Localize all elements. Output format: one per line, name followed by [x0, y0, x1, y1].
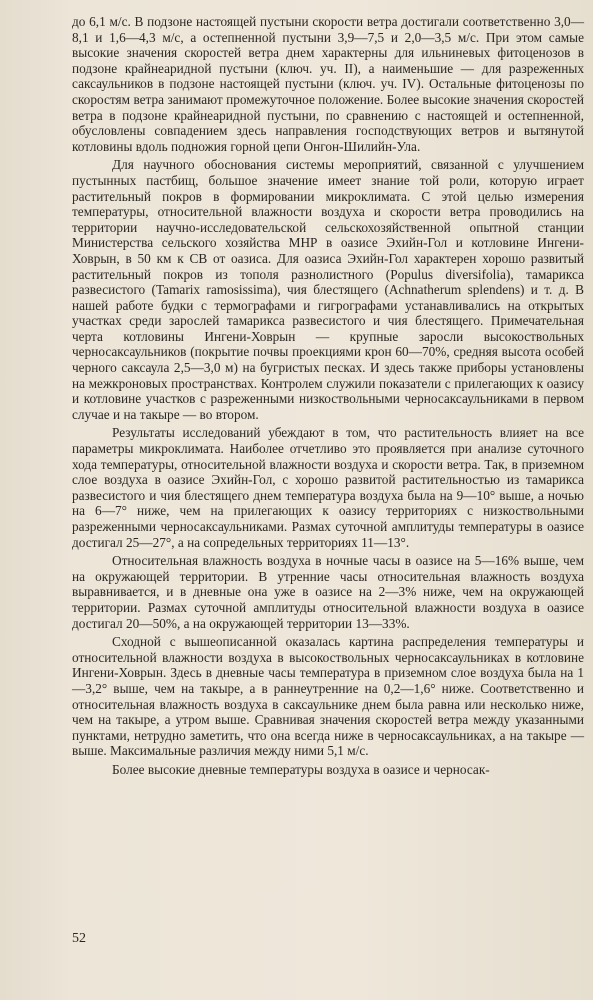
- paragraph-results: Результаты исследований убеждают в том, что растительность влияет на все параметры микроклимата. Наиболее отчетливо это проявляется при анализе суточного хода температуры, относительной влажности воздуха и скорости ветра. Так, в приземном слое воздуха в оазисе Эхийн-Гол, с хорошо развитой растительностью из тамарикса развесистого и чия блестящего днем температура воздуха была на 9—10° выше, а ночью на 6—7° ниже, чем на прилегающих к оазису территориях с низкоствольными разреженными черносаксаульниками. Размах суточной амплитуды температуры в оазисе достигал 25—27°, а на сопредельных территориях 11—13°.: [72, 425, 584, 550]
- page-number: 52: [72, 931, 86, 946]
- paragraph-methodology: Для научного обоснования системы мероприятий, связанной с улучшением пустынных пастбищ, большое значение имеет знание той роли, которую играет растительный покров в формировании микроклимата. С этой целью измерения температуры, относительной влажности воздуха и скорости ветра проводились на территории научно-исследовательской сельскохозяйственной опытной станции Министерства сельского хозяйства МНР в оазисе Эхийн-Гол и котловине Ингени-Ховрын, в 50 км к СВ от оазиса. Для оазиса Эхийн-Гол характерен хорошо развитый растительный покров из тополя разнолистного (Populus diversifolia), тамарикса развесистого (Tamarix ramosissima), чия блестящего (Achnatherum splendens) и т. д. В нашей работе будки с термографами и гигрографами устанавливались на открытых участках среди зарослей тамарикса развесистого и чия блестящего. Примечательная черта котловины Ингени-Ховрын — крупные заросли высокоствольных черносаксаульников (покрытие почвы проекциями крон 60—70%, средняя высота особей черного саксаула 2,5—3,0 м) на бугристых песках. И здесь также приборы установлены на межкроновых пространствах. Контролем служили показатели с прилегающих к оазису и котловине участков с разреженными низкоствольными черносаксаульниками в первом случае и на такыре — во втором.: [72, 157, 584, 422]
- paragraph-final: Более высокие дневные температуры воздуха в оазисе и черносак-: [112, 761, 490, 777]
- paragraph-continuation: до 6,1 м/с. В подзоне настоящей пустыни скорости ветра достигали соответственно 3,0—8,1 и 1,6—4,3 м/с, а остепненной пустыни 3,9—7,5 и 2,0—3,5 м/с. При этом самые высокие значения скоростей ветра днем характерны для ильниневых фитоценозов в подзоне крайнеаридной пустыни (ключ. уч. II), а наименьшие — для разреженных саксаульников в подзоне настоящей пустыни (ключ. уч. IV). Остальные фитоценозы по скоростям ветра занимают промежуточное положение. Более высокие значения скоростей ветра в подзоне крайнеаридной пустыни, по сравнению с настоящей и остепненной, обусловлены совпадением здесь направления господствующих ветров и вытянутой котловины вдоль подножия горной цепи Онгон-Шилийн-Ула.: [72, 14, 584, 154]
- paragraph-humidity: Относительная влажность воздуха в ночные часы в оазисе на 5—16% выше, чем на окружающей территории. В утренние часы относительная влажность воздуха выравнивается, и в дневные она уже в оазисе на 2—3% ниже, чем на окружающей территории. Размах суточной амплитуды относительной влажности воздуха в оазисе достигал 20—50%, а на окружающей территории 13—33%.: [72, 553, 584, 631]
- body-text: [72, 14, 584, 778]
- paragraph-saxaul: Сходной с вышеописанной оказалась картина распределения температуры и относительной влажности воздуха в высокоствольных черносаксаульниках в котловине Ингени-Ховрын. Здесь в дневные часы температура в приземном слое воздуха была на 1—3,2° выше, чем на такыре, а в раннеутренние на 0,2—1,6° ниже. Соответственно и относительная влажность воздуха в саксаульнике днем была равна или несколько ниже, чем на такыре, а утром выше. Сравнивая значения скоростей ветра между указанными пунктами, нетрудно заметить, что она всегда ниже в черносаксаульниках, а на такыре — выше. Максимальные различия между ними 5,1 м/с.: [72, 634, 584, 759]
